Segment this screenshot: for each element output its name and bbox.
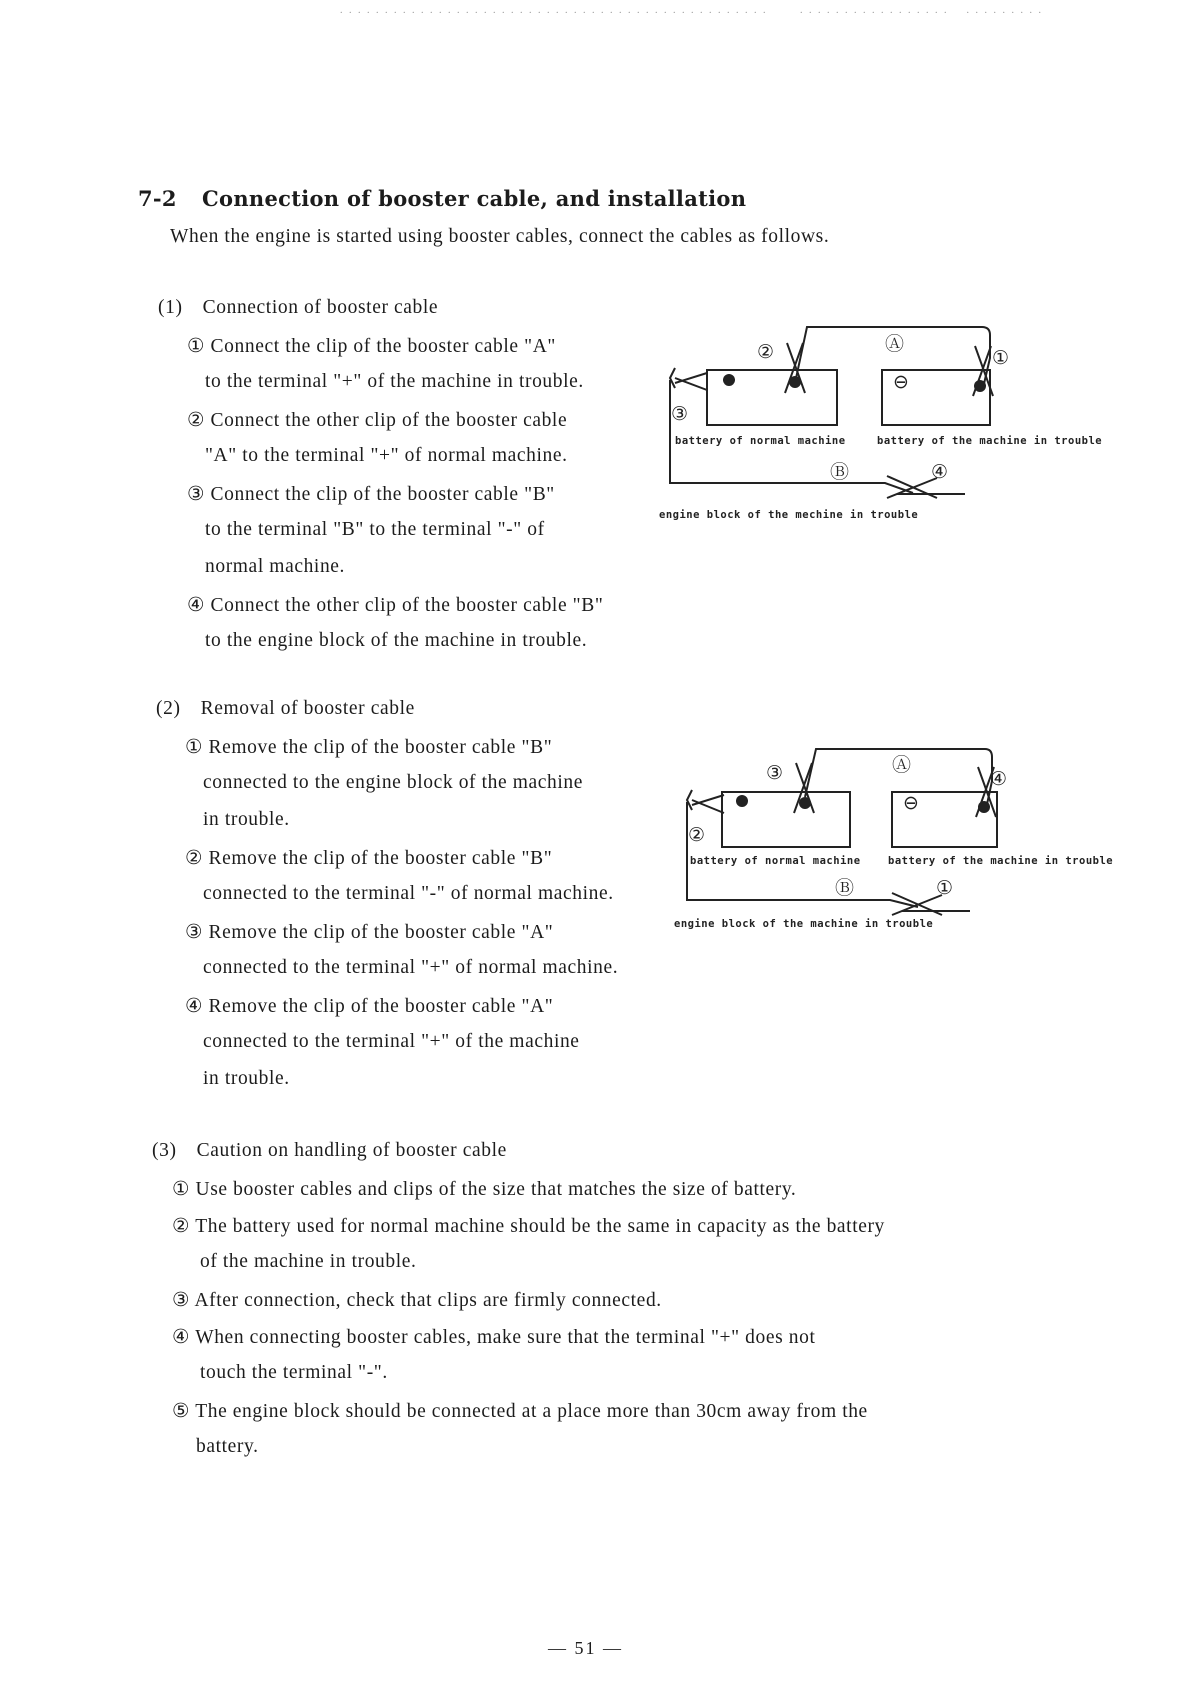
part3-line: ⑤ The engine block should be connected at a place more than 30cm away from the (172, 1401, 868, 1422)
scan-artifact: . . . . . . . . . . . . . . . . . . . . . . . . . . . . . . . . . . . . . . . . . . . . . . . . (340, 5, 768, 16)
part3-line: of the machine in trouble. (200, 1251, 417, 1272)
part1-line: ② Connect the other clip of the booster cable (187, 410, 568, 431)
part2-heading: (2) Removal of booster cable (156, 698, 415, 719)
label-battery-trouble: battery of the machine in trouble (888, 855, 1114, 867)
part3-line: ② The battery used for normal machine should be the same in capacity as the battery (172, 1216, 885, 1237)
part1-line: to the engine block of the machine in trouble. (205, 630, 588, 651)
part1-line: normal machine. (205, 556, 346, 577)
clip-normal-minus (670, 368, 707, 390)
terminal-minus-trouble: ⊖ (893, 371, 909, 393)
part2-line: connected to the terminal "-" of normal machine. (203, 883, 614, 904)
part1-line: ① Connect the clip of the booster cable "A" (187, 336, 556, 357)
terminal-minus-trouble: ⊖ (903, 792, 919, 814)
step-4-marker: ④ (990, 768, 1008, 790)
step-1-marker: ① (992, 347, 1010, 369)
step-4-marker: ④ (931, 461, 949, 483)
step-1-marker: ① (936, 877, 954, 899)
part2-line: in trouble. (203, 1068, 290, 1089)
label-engine-block: engine block of the mechine in trouble (659, 509, 919, 521)
label-battery-normal: battery of normal machine (675, 435, 846, 447)
booster-connection-diagram (655, 318, 1135, 533)
part2-line: connected to the terminal "+" of normal machine. (203, 957, 619, 978)
part3-line: ④ When connecting booster cables, make sure that the terminal "+" does not (172, 1327, 816, 1348)
part3-line: ① Use booster cables and clips of the size that matches the size of battery. (172, 1179, 797, 1200)
part2-line: ③ Remove the clip of the booster cable "A" (185, 922, 554, 943)
part2-line: ① Remove the clip of the booster cable "B" (185, 737, 553, 758)
label-battery-trouble: battery of the machine in trouble (877, 435, 1103, 447)
cable-b-marker: Ⓑ (830, 461, 850, 483)
step-2-marker: ② (757, 341, 775, 363)
part1-line: ③ Connect the clip of the booster cable "B" (187, 484, 555, 505)
part2-line: in trouble. (203, 809, 290, 830)
part2-line: connected to the engine block of the machine (203, 772, 583, 793)
cable-a-marker: Ⓐ (892, 754, 912, 776)
part2-line: connected to the terminal "+" of the machine (203, 1031, 580, 1052)
cable-a-marker: Ⓐ (885, 333, 905, 355)
label-engine-block: engine block of the machine in trouble (674, 918, 934, 930)
part1-line: ④ Connect the other clip of the booster cable "B" (187, 595, 604, 616)
part3-line: battery. (196, 1436, 259, 1457)
part1-line: to the terminal "+" of the machine in trouble. (205, 371, 584, 392)
part1-line: to the terminal "B" to the terminal "-" of (205, 519, 545, 540)
part1-line: "A" to the terminal "+" of normal machine. (205, 445, 568, 466)
section-intro: When the engine is started using booster cables, connect the cables as follows. (170, 226, 830, 247)
section-number: 7-2 (138, 186, 177, 211)
part3-heading: (3) Caution on handling of booster cable (152, 1140, 507, 1161)
step-2-marker: ② (688, 824, 706, 846)
part2-line: ④ Remove the clip of the booster cable "A" (185, 996, 554, 1017)
step-3-marker: ③ (766, 762, 784, 784)
part3-line: touch the terminal "-". (200, 1362, 388, 1383)
scan-artifact: . . . . . . . . . . . . . . . . . . . . . . . . . . (800, 5, 1043, 16)
section-title: Connection of booster cable, and installation (202, 186, 747, 211)
label-battery-normal: battery of normal machine (690, 855, 861, 867)
cable-b-marker: Ⓑ (835, 877, 855, 899)
clip-normal-minus (687, 790, 724, 813)
part3-line: ③ After connection, check that clips are firmly connected. (172, 1290, 662, 1311)
part2-line: ② Remove the clip of the booster cable "B" (185, 848, 553, 869)
part1-heading: (1) Connection of booster cable (158, 297, 439, 318)
booster-removal-diagram (670, 735, 1140, 945)
page-number: — 51 — (548, 1638, 623, 1658)
step-3-marker: ③ (671, 403, 689, 425)
